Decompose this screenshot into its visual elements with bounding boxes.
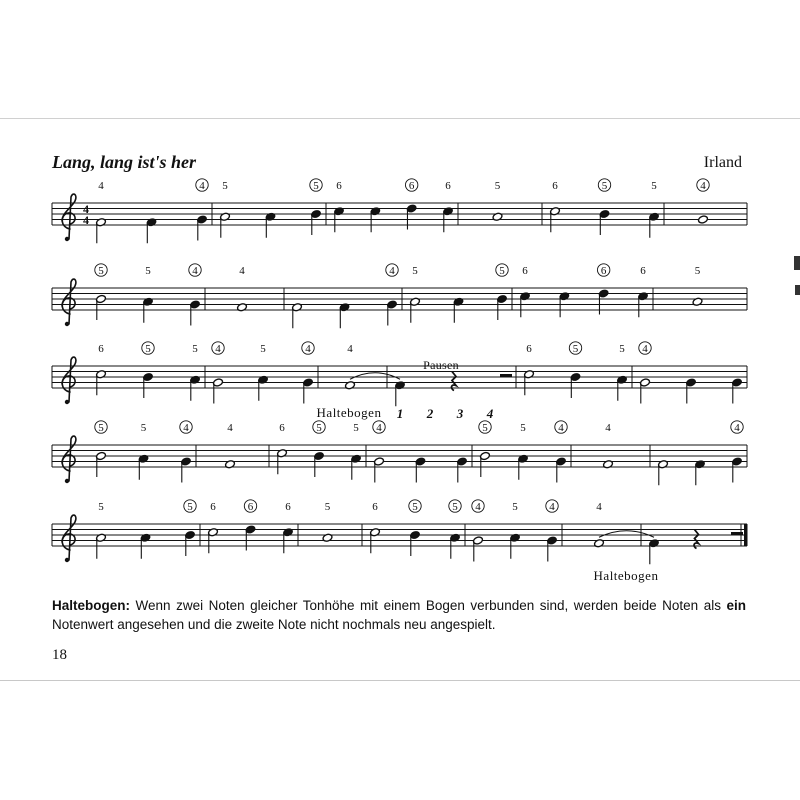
treble-clef-icon xyxy=(62,194,76,239)
finger-number: 6 xyxy=(600,265,607,277)
finger-number: 4 xyxy=(305,343,311,355)
finger-number: 6 xyxy=(522,265,528,277)
final-bar-thick xyxy=(744,524,748,546)
finger-number: 5 xyxy=(145,343,151,355)
finger-number: 5 xyxy=(619,343,625,355)
finger-number: 6 xyxy=(210,501,216,513)
finger-number: 6 xyxy=(552,180,558,192)
finger-number: 5 xyxy=(316,422,322,434)
finger-number: 4 xyxy=(227,422,233,434)
note-head xyxy=(237,303,248,312)
finger-number: 4 xyxy=(642,343,648,355)
finger-number: 4 xyxy=(734,422,740,434)
finger-number: 4 xyxy=(192,265,198,277)
finger-number: 4 xyxy=(549,501,555,513)
finger-number: 5 xyxy=(313,180,319,192)
finger-number: 5 xyxy=(412,265,418,277)
finger-number: 4 xyxy=(389,265,395,277)
finger-number: 4 xyxy=(199,180,205,192)
explanation-text-1: Wenn zwei Noten gleicher Tonhöhe mit einem Bogen verbunden sind, werden beide Noten als xyxy=(130,598,727,613)
count-number: 1 xyxy=(396,406,404,421)
finger-number: 4 xyxy=(475,501,481,513)
finger-number: 5 xyxy=(140,422,147,434)
finger-number: 6 xyxy=(336,180,342,192)
finger-number: 5 xyxy=(494,180,501,192)
note-head xyxy=(692,297,703,306)
finger-number: 4 xyxy=(239,265,245,277)
finger-number: 5 xyxy=(412,501,418,513)
count-number: 3 xyxy=(456,406,464,421)
finger-number: 6 xyxy=(279,422,285,434)
count-number: 4 xyxy=(486,406,494,421)
tie-arc xyxy=(599,531,654,538)
treble-clef-dot xyxy=(65,558,69,562)
page-bottom-rule xyxy=(0,680,800,681)
finger-number: 5 xyxy=(482,422,488,434)
finger-number: 5 xyxy=(512,501,518,513)
time-signature-top: 4 xyxy=(83,202,89,216)
count-number: 2 xyxy=(426,406,434,421)
note-head xyxy=(594,539,605,548)
finger-number: 4 xyxy=(596,501,602,513)
finger-number: 6 xyxy=(526,343,532,355)
finger-number: 6 xyxy=(98,343,104,355)
finger-number: 4 xyxy=(215,343,221,355)
finger-number: 5 xyxy=(98,501,104,513)
finger-number: 6 xyxy=(408,180,415,192)
treble-clef-icon xyxy=(62,436,76,481)
finger-number: 5 xyxy=(499,265,505,277)
finger-number: 5 xyxy=(353,422,359,434)
pausen-label: Pausen xyxy=(423,358,459,372)
half-rest-icon xyxy=(500,374,512,377)
explanation-term: Haltebogen: xyxy=(52,598,131,613)
page-number: 18 xyxy=(52,647,67,663)
note-head xyxy=(322,533,333,542)
treble-clef-dot xyxy=(65,322,69,326)
finger-number: 4 xyxy=(347,343,353,355)
finger-number: 4 xyxy=(605,422,611,434)
finger-number: 5 xyxy=(98,422,104,434)
finger-number: 5 xyxy=(694,265,701,277)
finger-number: 5 xyxy=(452,501,458,513)
note-head xyxy=(698,215,709,224)
finger-number: 4 xyxy=(376,422,382,434)
finger-number: 5 xyxy=(572,343,579,355)
haltebogen-label: Haltebogen xyxy=(316,405,382,420)
explanation-emphasis: ein xyxy=(726,598,746,613)
finger-number: 4 xyxy=(98,180,104,192)
note-head xyxy=(345,381,356,390)
treble-clef-icon xyxy=(62,357,76,402)
finger-number: 6 xyxy=(640,265,646,277)
finger-number: 5 xyxy=(222,180,228,192)
finger-number: 5 xyxy=(98,265,104,277)
treble-clef-icon xyxy=(62,279,76,324)
finger-number: 5 xyxy=(192,343,198,355)
treble-clef-icon xyxy=(62,515,76,560)
finger-number: 6 xyxy=(247,501,254,513)
note-head xyxy=(492,212,503,221)
treble-clef-dot xyxy=(65,237,69,241)
time-signature-bottom: 4 xyxy=(83,213,89,227)
tie-arc xyxy=(350,373,400,380)
finger-number: 5 xyxy=(187,501,193,513)
note-head xyxy=(225,460,236,469)
finger-number: 6 xyxy=(285,501,291,513)
finger-number: 5 xyxy=(260,343,266,355)
explanation-text-2: Notenwert angesehen und die zweite Note nicht nochmals neu angespielt. xyxy=(52,617,496,632)
finger-number: 4 xyxy=(558,422,564,434)
finger-number: 6 xyxy=(445,180,451,192)
finger-number: 5 xyxy=(651,180,657,192)
song-title: Lang, lang ist's her xyxy=(52,152,197,172)
treble-clef-dot xyxy=(65,479,69,483)
finger-number: 5 xyxy=(601,180,608,192)
finger-number: 5 xyxy=(145,265,151,277)
haltebogen-label: Haltebogen xyxy=(593,568,659,583)
finger-number: 4 xyxy=(183,422,189,434)
finger-number: 4 xyxy=(700,180,706,192)
treble-clef-dot xyxy=(65,400,69,404)
finger-number: 6 xyxy=(372,501,378,513)
haltebogen-explanation xyxy=(52,596,746,634)
song-origin: Irland xyxy=(703,154,742,171)
finger-number: 5 xyxy=(324,501,331,513)
note-head xyxy=(603,460,614,469)
finger-number: 5 xyxy=(520,422,526,434)
